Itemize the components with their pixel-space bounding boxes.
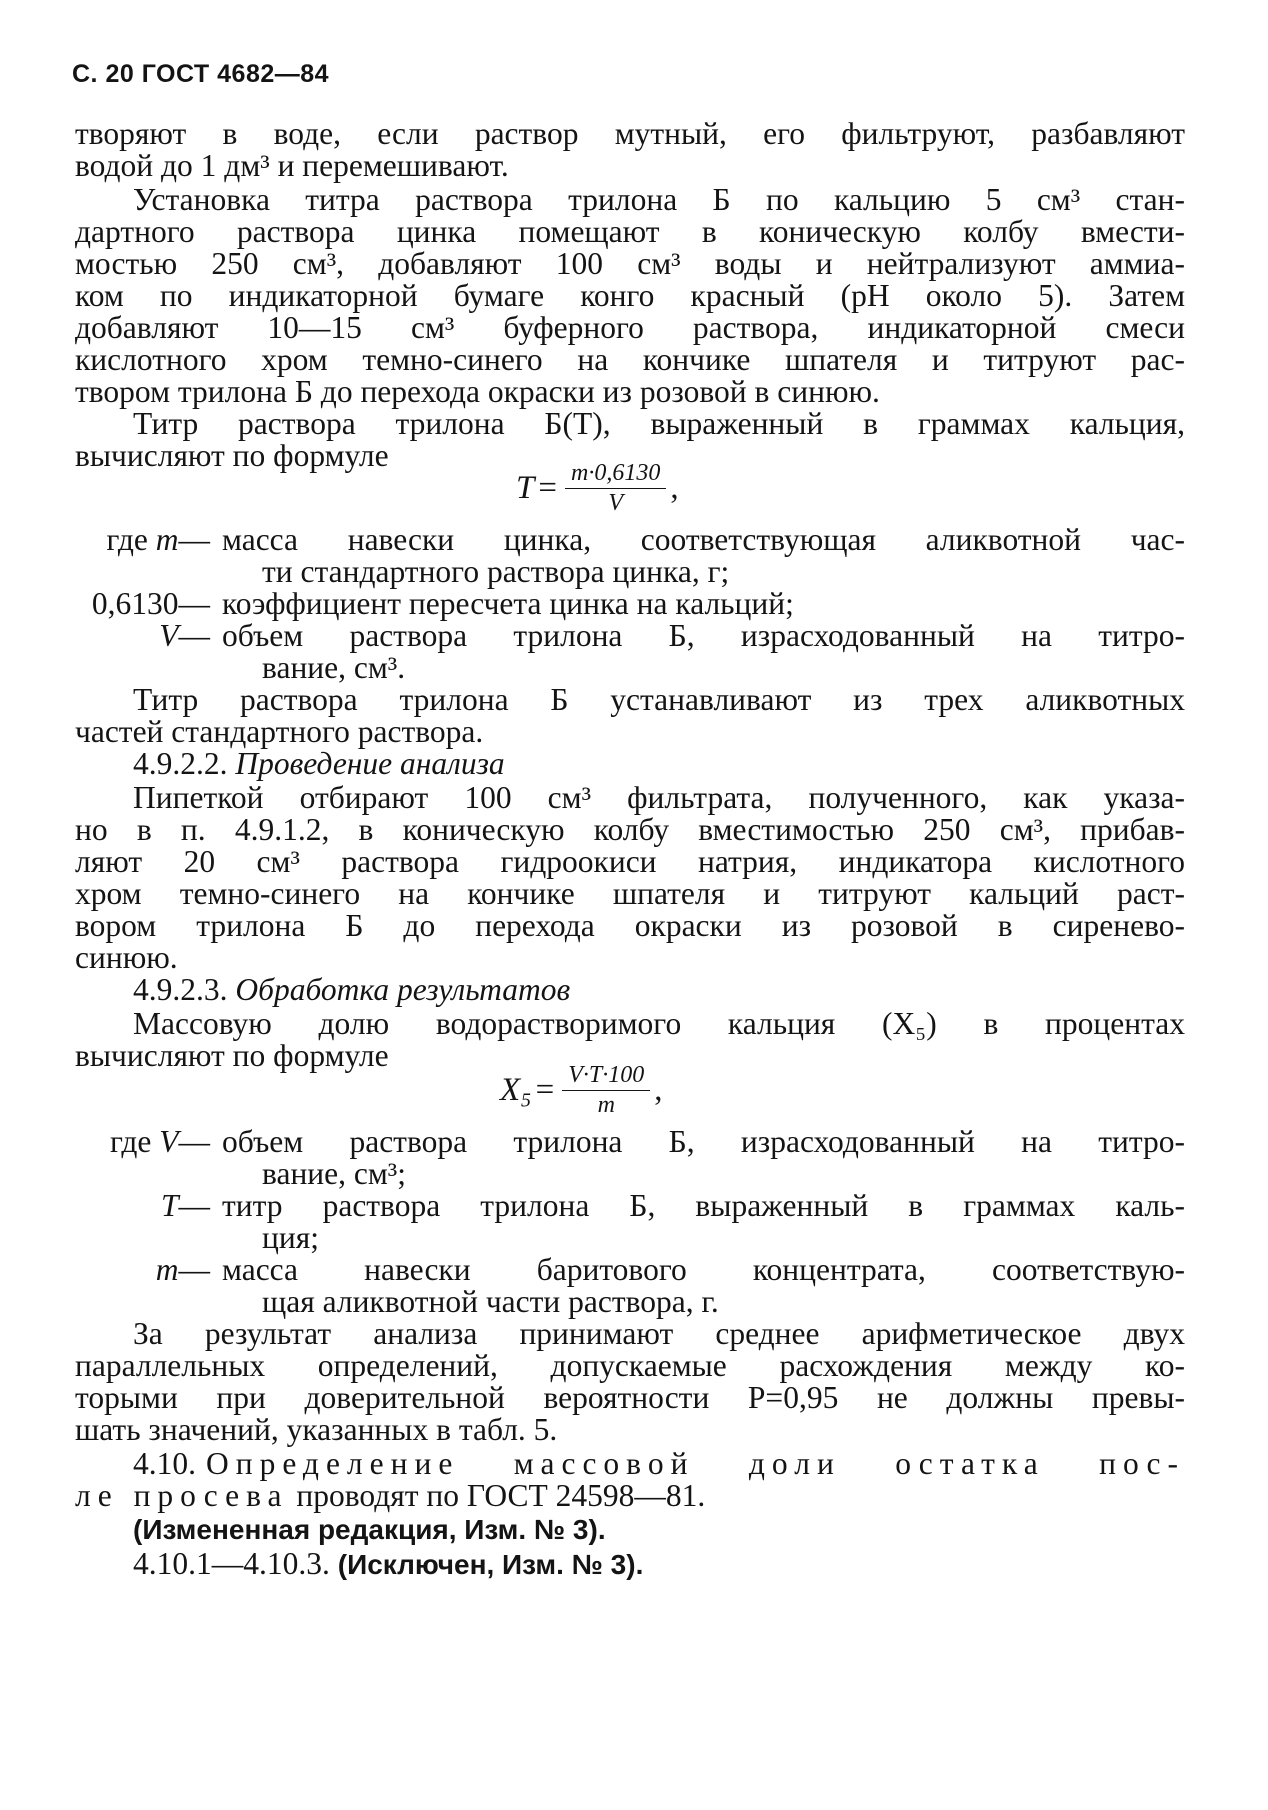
- formula-fraction: [565, 460, 666, 516]
- def-dash: —: [178, 618, 210, 653]
- section-number: 4.10.1—4.10.3.: [133, 1546, 330, 1581]
- formula-denominator: V: [608, 490, 623, 516]
- section-heading-4101: [133, 1546, 1185, 1583]
- def-text: масса навески баритового концентрата, соответствую-: [222, 1252, 1185, 1287]
- definition-m: [0, 522, 1268, 594]
- def-text-cont: ти стандартного раствора цинка, г;: [262, 554, 730, 589]
- def-dash: —: [178, 1124, 210, 1159]
- def-text: коэффициент пересчета цинка на кальций;: [222, 586, 794, 621]
- section-number: 4.10.: [133, 1446, 196, 1481]
- formula-fraction: [562, 1062, 650, 1118]
- def-text: масса навески цинка, соответствующая аликвотной час-: [222, 522, 1185, 557]
- text-line: дартного раствора цинка помещают в коническую колбу вмести-: [75, 214, 1185, 249]
- text-line: твором трилона Б до перехода окраски из розовой в синюю.: [75, 374, 880, 409]
- def-symbol: V: [159, 1124, 179, 1159]
- definition-coefficient: [0, 586, 1268, 622]
- def-text-cont: ция;: [262, 1220, 319, 1255]
- text-line: кислотного хром темно-синего на кончике шпателя и титруют рас-: [75, 342, 1185, 377]
- formula-comma: ,: [670, 469, 679, 506]
- section-title: Обработка результатов: [235, 972, 571, 1007]
- text-line: водой до 1 дм³ и перемешивают.: [75, 148, 509, 183]
- page-header: С. 20 ГОСТ 4682—84: [72, 60, 330, 88]
- formula-equals: =: [535, 1071, 555, 1108]
- text-line: ком по индикаторной бумаге конго красный (pH около 5). Затем: [75, 278, 1185, 313]
- def-symbol: m: [155, 522, 179, 557]
- def-prefix: где: [106, 522, 148, 557]
- def-symbol: 0,6130: [91, 586, 179, 621]
- formula-numerator: V·T·100: [562, 1062, 650, 1091]
- formula-lhs: X₅: [500, 1071, 532, 1108]
- text-line: За результат анализа принимают среднее арифметическое двух: [133, 1316, 1185, 1351]
- text-line: Установка титра раствора трилона Б по кальцию 5 см³ стан-: [133, 182, 1185, 217]
- def-text: титр раствора трилона Б, выраженный в граммах каль-: [222, 1188, 1185, 1223]
- section-heading-4923: [133, 972, 1185, 1008]
- definition-t: [0, 1188, 1268, 1260]
- text-line: торыми при доверительной вероятности P=0,95 не должны превы-: [75, 1380, 1185, 1415]
- text-line: вычисляют по формуле: [75, 1038, 389, 1073]
- formula-numerator: m·0,6130: [565, 460, 666, 489]
- def-dash: —: [178, 586, 210, 621]
- text-line: мостью 250 см³, добавляют 100 см³ воды и нейтрализуют аммиа-: [75, 246, 1185, 281]
- def-text-cont: вание, см³.: [262, 650, 406, 685]
- section-heading-4922: [133, 746, 1185, 782]
- def-dash: —: [178, 522, 210, 557]
- formula-equals: =: [538, 469, 557, 506]
- def-text-cont: щая аликвотной части раствора, г.: [262, 1284, 719, 1319]
- text-line: вычисляют по формуле: [75, 438, 389, 473]
- section-title-cont: ле просева: [75, 1478, 289, 1513]
- def-text: объем раствора трилона Б, израсходованный на титро-: [222, 618, 1185, 653]
- text-line: ляют 20 см³ раствора гидроокиси натрия, индикатора кислотного: [75, 844, 1185, 879]
- section-heading-410: [133, 1446, 1185, 1482]
- formula-mass-fraction: [500, 1062, 663, 1118]
- text-line: добавляют 10—15 см³ буферного раствора, индикаторной смеси: [75, 310, 1185, 345]
- def-text: объем раствора трилона Б, израсходованный на титро-: [222, 1124, 1185, 1159]
- text-line: Титр раствора трилона Б устанавливают из трех аликвотных: [133, 682, 1185, 717]
- definition-m2: [0, 1252, 1268, 1324]
- def-prefix: где: [110, 1124, 152, 1159]
- text-line: творяют в воде, если раствор мутный, его фильтруют, разбавляют: [75, 116, 1185, 151]
- def-dash: —: [178, 1188, 210, 1223]
- text-line: Пипеткой отбирают 100 см³ фильтрата, полученного, как указа-: [133, 780, 1185, 815]
- amendment-note: (Измененная редакция, Изм. № 3).: [133, 1514, 606, 1545]
- section-title: Определение массовой доли остатка пос-: [206, 1446, 1185, 1481]
- section-excluded-note: (Исключен, Изм. № 3).: [337, 1549, 644, 1580]
- formula-denominator: m: [597, 1092, 615, 1118]
- text-line: хром темно-синего на кончике шпателя и титруют кальций раст-: [75, 876, 1185, 911]
- text-line: частей стандартного раствора.: [75, 714, 484, 749]
- def-text-cont: вание, см³;: [262, 1156, 406, 1191]
- definition-v: [0, 618, 1268, 690]
- section-410-cont: [75, 1478, 1185, 1514]
- formula-titer: [516, 460, 679, 516]
- def-dash: —: [178, 1252, 210, 1287]
- text-line: Массовую долю водорастворимого кальция (X₅) в процентах: [133, 1006, 1185, 1041]
- text-line: параллельных определений, допускаемые расхождения между ко-: [75, 1348, 1185, 1383]
- text-line: но в п. 4.9.1.2, в коническую колбу вместимостью 250 см³, прибав-: [75, 812, 1185, 847]
- def-symbol: T: [160, 1188, 179, 1223]
- text-line: Титр раствора трилона Б(T), выраженный в граммах кальция,: [133, 406, 1185, 441]
- def-symbol: V: [159, 618, 179, 653]
- text-line: вором трилона Б до перехода окраски из розовой в сиренево-: [75, 908, 1185, 943]
- text-line: шать значений, указанных в табл. 5.: [75, 1412, 558, 1447]
- text-line: синюю.: [75, 940, 178, 975]
- section-title: Проведение анализа: [235, 746, 505, 781]
- definition-v2: [0, 1124, 1268, 1196]
- section-number: 4.9.2.2.: [133, 746, 228, 781]
- def-symbol: m: [155, 1252, 179, 1287]
- section-number: 4.9.2.3.: [133, 972, 228, 1007]
- formula-lhs: T: [516, 469, 535, 506]
- section-text: проводят по ГОСТ 24598—81.: [296, 1478, 706, 1513]
- formula-comma: ,: [654, 1071, 663, 1108]
